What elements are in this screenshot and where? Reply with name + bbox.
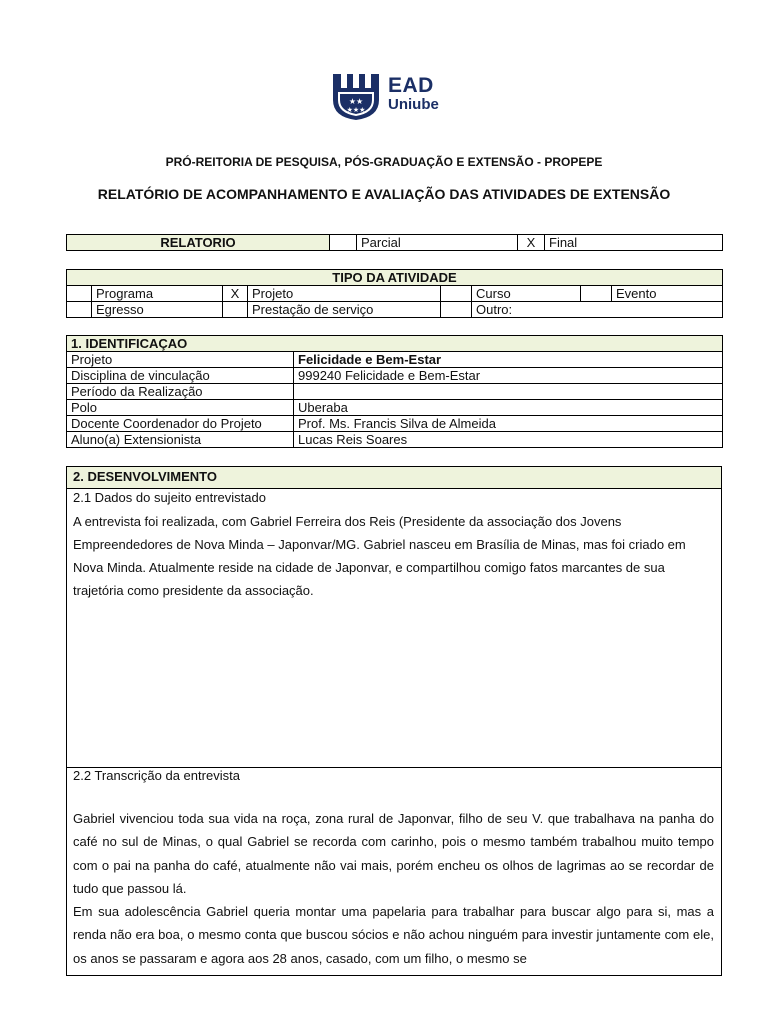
row-label: Docente Coordenador do Projeto [67,416,294,432]
paragraph-dados: A entrevista foi realizada, com Gabriel Ferreira dos Reis (Presidente da associação dos Jovens Empreendedores de Nova Minda – Japonvar/MG. Gabriel nasceu em Brasília de Minas, mas foi criado em Nova Minda. Atualmente reside na cidade de Japonvar, e compartilhou comigo fatos marcantes de sua trajetória como presidente da associação. [73,514,686,598]
evento-checkbox[interactable] [581,286,612,302]
table-row [67,416,723,432]
row-value: Prof. Ms. Francis Silva de Almeida [294,416,723,432]
prestacao-checkbox[interactable] [223,302,248,318]
evento-label: Evento [612,286,723,302]
programa-checkbox[interactable] [67,286,92,302]
outro-checkbox[interactable] [441,302,472,318]
table-row [67,400,723,416]
table-row [67,368,723,384]
table-row [67,432,723,448]
logo-ead-text: EAD [388,74,434,97]
identificacao-title: 1. IDENTIFICAÇAO [67,336,723,352]
transcricao-paragraph-1: Gabriel vivenciou toda sua vida na roça, zona rural de Japonvar, filho de seu V. que trabalhava na panha do café no sul de Minas, o qual Gabriel se recorda com carinho, pois o mesmo também trabalhou muito tempo com o pai na panha do café, atualmente não vai mais, porém encheu os olhos de lagrimas ao se recordar de tudo que passou lá. [73,811,714,896]
row-label: Projeto [67,352,294,368]
parcial-label: Parcial [357,235,518,251]
desenvolvimento-title: 2. DESENVOLVIMENTO [67,467,721,489]
table-row [67,352,723,368]
shield-logo-icon [330,70,382,122]
row-value: Lucas Reis Soares [294,432,723,448]
document-title: RELATÓRIO DE ACOMPANHAMENTO E AVALIAÇÃO DAS ATIVIDADES DE EXTENSÃO [97,186,671,202]
tipo-row-1 [67,286,723,302]
paragraph-transcricao [73,807,714,970]
programa-label: Programa [92,286,223,302]
desenvolvimento-section [66,466,722,976]
row-value: 999240 Felicidade e Bem-Estar [294,368,723,384]
transcricao-paragraph-2: Em sua adolescência Gabriel queria montar uma papelaria para trabalhar para buscar algo para si, mas a renda não era boa, o mesmo conta que buscou sócios e não achou ninguém para investir juntamente com ele, os anos se passaram e agora aos 28 anos, casado, com um filho, o mesmo se [73,904,714,966]
final-checkbox[interactable]: X [518,235,545,251]
row-value: Uberaba [294,400,723,416]
table-row [67,384,723,400]
projeto-checkbox[interactable]: X [223,286,248,302]
svg-text:★★: ★★ [348,97,364,106]
row-label: Disciplina de vinculação [67,368,294,384]
row-label: Período da Realização [67,384,294,400]
subsection-heading-transcricao: 2.2 Transcrição da entrevista [73,768,240,783]
projeto-label: Projeto [248,286,441,302]
row-value: Felicidade e Bem-Estar [294,352,723,368]
tipo-atividade-table [66,269,723,318]
egresso-label: Egresso [92,302,223,318]
ead-uniube-logo [330,70,450,122]
tipo-atividade-title: TIPO DA ATIVIDADE [67,270,723,286]
row-label: Aluno(a) Extensionista [67,432,294,448]
row-label: Polo [67,400,294,416]
identificacao-table [66,335,723,448]
logo-uniube-text: Uniube [388,96,439,113]
tipo-row-2 [67,302,723,318]
final-label: Final [545,235,723,251]
outro-label: Outro: [472,302,723,318]
curso-label: Curso [472,286,581,302]
row-value [294,384,723,400]
relatorio-label: RELATORIO [67,235,330,251]
prestacao-label: Prestação de serviço [248,302,441,318]
egresso-checkbox[interactable] [67,302,92,318]
subsection-heading-dados: 2.1 Dados do sujeito entrevistado [73,490,266,505]
svg-text:★★★: ★★★ [346,106,366,114]
parcial-checkbox[interactable] [330,235,357,251]
relatorio-table [66,234,723,251]
org-heading: PRÓ-REITORIA DE PESQUISA, PÓS-GRADUAÇÃO E EXTENSÃO - PROPEPE [165,155,603,169]
curso-checkbox[interactable] [441,286,472,302]
